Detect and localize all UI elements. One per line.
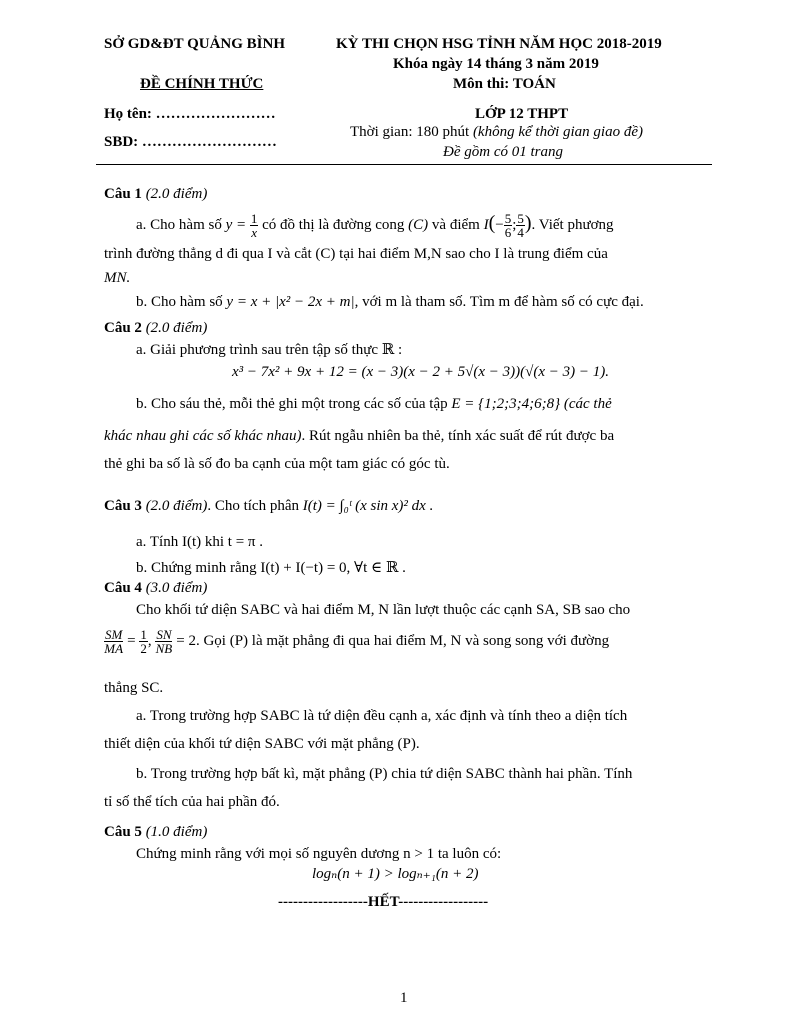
sbd-field: SBD: ……………………… (104, 134, 277, 150)
q4b-line2: tỉ số thể tích của hai phần đó. (104, 794, 280, 810)
q2b-line3: thẻ ghi ba số là số đo ba cạnh của một tam giác có góc tù. (104, 456, 450, 472)
q2a-text: a. Giải phương trình sau trên tập số thực ℝ : (136, 342, 403, 358)
q2a-equation: x³ − 7x² + 9x + 12 = (x − 3)(x − 2 + 5√(x − 3))(√(x − 3) − 1). (232, 364, 609, 380)
q4-line1: Cho khối tứ diện SABC và hai điểm M, N lần lượt thuộc các cạnh SA, SB sao cho (136, 602, 631, 618)
official-label: ĐỀ CHÍNH THỨC (140, 76, 264, 92)
q1a-line3: MN. (104, 270, 131, 286)
q1b-line: b. Cho hàm số y = x + |x² − 2x + m|, với m là tham số. Tìm m để hàm số có cực đại. (136, 294, 644, 310)
q5-line1: Chứng minh rằng với mọi số nguyên dương n > 1 ta luôn có: (136, 846, 502, 862)
page-number: 1 (400, 990, 408, 1006)
q2b-line1: b. Cho sáu thẻ, mỗi thẻ ghi một trong các số của tập E = {1;2;3;4;6;8} (các thẻ (136, 396, 612, 412)
exam-title: KỲ THI CHỌN HSG TỈNH NĂM HỌC 2018-2019 (336, 36, 662, 52)
q4a-line2: thiết diện của khối tứ diện SABC với mặt phẳng (P). (104, 736, 420, 752)
q3-heading: Câu 3 (2.0 điểm). Cho tích phân I(t) = ∫₀ᵗ (x sin x)² dx . (104, 498, 434, 514)
q1a-line2: trình đường thẳng d đi qua I và cắt (C) tại hai điểm M,N sao cho I là trung điểm của (104, 246, 608, 262)
q1a-line1: a. Cho hàm số y = $\frac{1}{x}$ có đồ thị là đường cong (C) và điểm I(− $\frac{5}{6}$ ; $\frac{5}{4}$ ). Viết phương (136, 211, 614, 241)
subject: Môn thi: TOÁN (453, 76, 556, 92)
pages-note: Đề gồm có 01 trang (443, 144, 563, 160)
q4b-line1: b. Trong trường hợp bất kì, mặt phẳng (P) chia tứ diện SABC thành hai phần. Tính (136, 766, 633, 782)
header-divider (96, 164, 712, 165)
grade: LỚP 12 THPT (475, 106, 569, 122)
q3a-text: a. Tính I(t) khi t = π . (136, 534, 263, 550)
q4-line3: thẳng SC. (104, 680, 164, 696)
dept-name: SỞ GD&ĐT QUẢNG BÌNH (104, 36, 285, 52)
q3b-text: b. Chứng minh rằng I(t) + I(−t) = 0, ∀t ∈ ℝ . (136, 560, 406, 576)
q2-heading: Câu 2 (2.0 điểm) (104, 320, 208, 336)
time-info: Thời gian: 180 phút (không kể thời gian giao đề) (350, 124, 643, 140)
q4-line2: $\frac{SM}{MA}$ = $\frac{1}{2}$ , $\frac{SN}{NB}$ = 2. Gọi (P) là mặt phẳng đi qua hai điểm M, N và song song với đường (104, 627, 610, 656)
exam-date: Khóa ngày 14 tháng 3 năm 2019 (393, 56, 599, 72)
q2b-line2: khác nhau ghi các số khác nhau). Rút ngẫu nhiên ba thẻ, tính xác suất để rút được ba (104, 428, 615, 444)
q5-inequality: logₙ(n + 1) > logₙ₊₁(n + 2) (312, 866, 479, 882)
name-field: Họ tên: …………………… (104, 106, 276, 122)
end-mark: ------------------HẾT------------------ (278, 894, 489, 910)
q4-heading: Câu 4 (3.0 điểm) (104, 580, 208, 596)
q1-heading: Câu 1 (2.0 điểm) (104, 186, 208, 202)
q5-heading: Câu 5 (1.0 điểm) (104, 824, 208, 840)
q4a-line1: a. Trong trường hợp SABC là tứ diện đều cạnh a, xác định và tính theo a diện tích (136, 708, 628, 724)
